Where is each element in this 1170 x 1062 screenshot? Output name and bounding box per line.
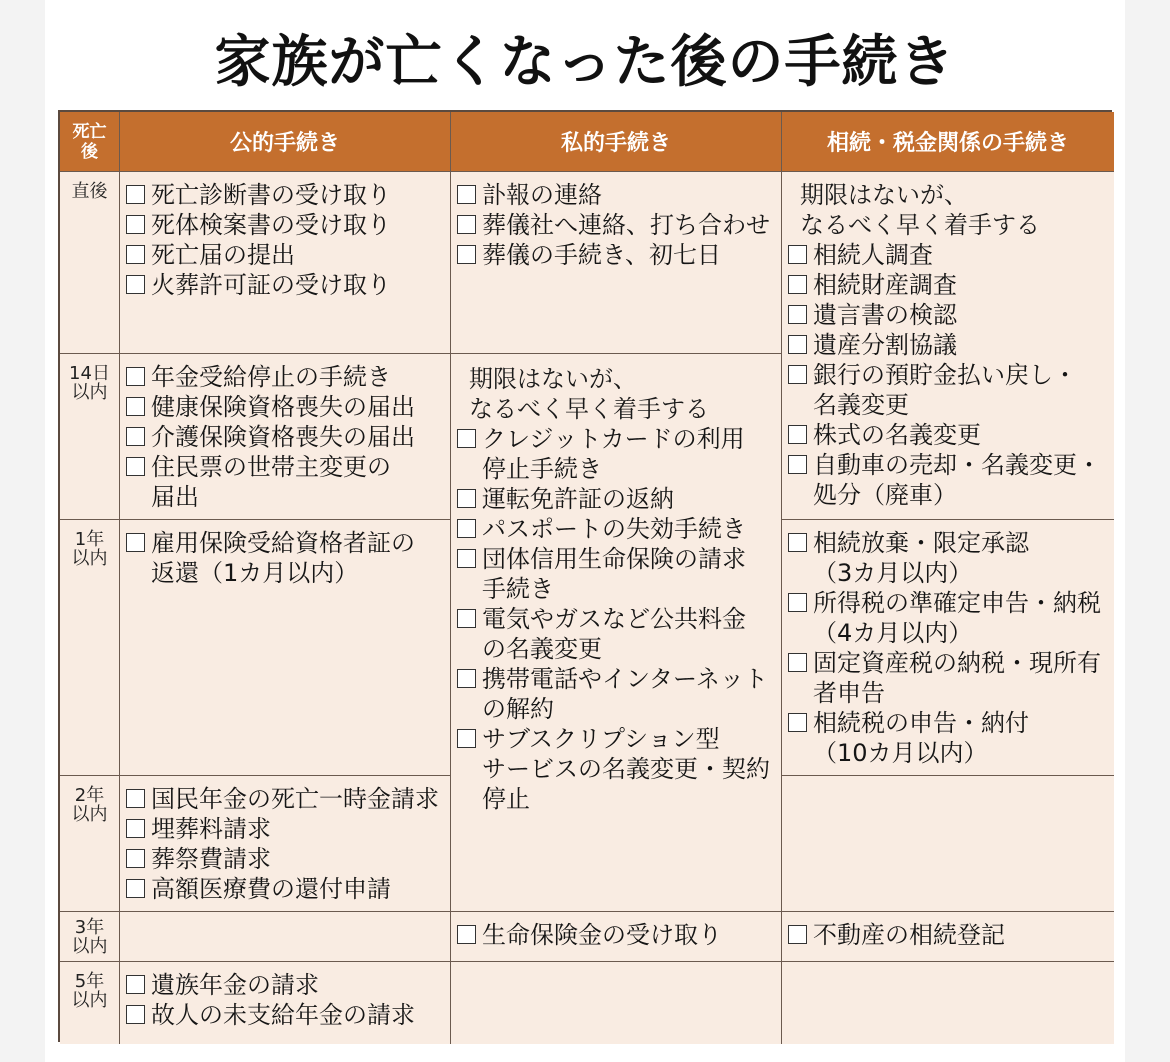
- inheritance-1y: [782, 520, 1114, 776]
- checkbox[interactable]: [788, 533, 807, 552]
- checklist-item: [126, 422, 450, 452]
- header-period-line2: 後: [81, 141, 98, 162]
- header-public: 公的手続き: [120, 112, 451, 172]
- checklist-item-line: 遺産分割協議: [813, 331, 957, 359]
- checklist: [126, 528, 450, 588]
- period-14d: [60, 354, 120, 520]
- checklist: [126, 180, 450, 300]
- inheritance-2y: [782, 776, 1114, 912]
- checklist-item: [126, 452, 450, 512]
- checklist-item-text: [482, 544, 746, 604]
- checkbox[interactable]: [126, 849, 145, 868]
- checklist-item-line: 所得税の準確定申告・納税: [813, 589, 1101, 617]
- checklist-item: [788, 240, 1114, 270]
- checklist-item: [126, 844, 450, 874]
- checklist-item-line: （10カ月以内）: [813, 739, 988, 767]
- checkbox[interactable]: [126, 457, 145, 476]
- checkbox[interactable]: [457, 185, 476, 204]
- checklist-item: [788, 450, 1114, 510]
- checklist-item-text: 火葬許可証の受け取り: [151, 271, 391, 299]
- inheritance-3y: [782, 912, 1114, 962]
- period-label: 以内: [71, 804, 108, 825]
- checklist-item: [457, 664, 781, 724]
- period-label: 以内: [71, 936, 108, 957]
- checklist-item-text: 高額医療費の還付申請: [151, 875, 391, 903]
- checklist-item: [788, 920, 1114, 950]
- checklist-item-line: 年金受給停止の手続き: [151, 363, 391, 391]
- checklist-item-text: [813, 648, 1101, 708]
- checklist-item-text: 死亡届の提出: [151, 241, 295, 269]
- deadline-note: 期限はないが、: [800, 181, 968, 209]
- checklist-item-text: [813, 588, 1101, 648]
- deadline-note: なるべく早く着手する: [469, 395, 709, 423]
- checklist-item-line: 雇用保険受給資格者証の: [151, 529, 415, 557]
- checkbox[interactable]: [788, 593, 807, 612]
- private-no-deadline: [451, 354, 782, 912]
- checkbox[interactable]: [457, 489, 476, 508]
- checklist-item: [457, 724, 781, 814]
- checklist: [457, 920, 781, 950]
- checkbox[interactable]: [457, 519, 476, 538]
- checklist-item-text: [813, 330, 957, 360]
- checklist-item: [457, 210, 781, 240]
- checklist-item-text: [482, 424, 745, 484]
- period-label: 2年: [74, 785, 105, 806]
- checklist-item-line: 遺言書の検認: [813, 301, 957, 329]
- period-5y: [60, 962, 120, 1044]
- header-inheritance: 相続・税金関係の手続き: [782, 112, 1114, 172]
- checkbox[interactable]: [788, 713, 807, 732]
- procedure-table: [58, 110, 1112, 1042]
- checkbox[interactable]: [126, 215, 145, 234]
- header-private: 私的手続き: [451, 112, 782, 172]
- checkbox[interactable]: [457, 549, 476, 568]
- checklist-item-text: [813, 420, 981, 450]
- checklist-item-line: サブスクリプション型: [482, 725, 720, 753]
- checklist: [788, 920, 1114, 950]
- checklist-item-line: 相続放棄・限定承認: [813, 529, 1029, 557]
- checklist-item: [457, 544, 781, 604]
- checklist-item: [126, 392, 450, 422]
- checklist-item-line: 名義変更: [813, 391, 909, 419]
- checklist-item: [126, 240, 450, 270]
- public-1y: [120, 520, 451, 776]
- checklist-item: [457, 180, 781, 210]
- checkbox[interactable]: [457, 669, 476, 688]
- checklist-item: [126, 970, 450, 1000]
- checklist-item-line: 相続財産調査: [813, 271, 957, 299]
- private-3y: [451, 912, 782, 962]
- checklist-item-text: [813, 450, 1101, 510]
- checklist-item-line: 相続税の申告・納付: [813, 709, 1029, 737]
- checkbox[interactable]: [126, 367, 145, 386]
- checklist-item: [457, 514, 781, 544]
- checklist-item-line: の解約: [482, 695, 554, 723]
- public-2y: [120, 776, 451, 912]
- checklist-item-text: [813, 270, 957, 300]
- checkbox[interactable]: [788, 365, 807, 384]
- inheritance-5y: [782, 962, 1114, 1044]
- checklist-item-text: 死体検案書の受け取り: [151, 211, 391, 239]
- checklist-item-text: 不動産の相続登記: [813, 921, 1005, 949]
- checklist-item-text: 死亡診断書の受け取り: [151, 181, 391, 209]
- checklist-item: [457, 484, 781, 514]
- checklist-item-line: 返還（1カ月以内）: [151, 559, 359, 587]
- checklist-item-line: （3カ月以内）: [813, 559, 973, 587]
- checklist-item-line: 停止手続き: [482, 455, 602, 483]
- checkbox[interactable]: [788, 245, 807, 264]
- checklist-item-line: サービスの名義変更・契約: [482, 755, 770, 783]
- period-3y: [60, 912, 120, 962]
- checkbox[interactable]: [788, 455, 807, 474]
- public-5y: [120, 962, 451, 1044]
- checklist-item-text: [482, 664, 768, 724]
- checkbox[interactable]: [457, 925, 476, 944]
- period-1y: [60, 520, 120, 776]
- checklist-item-text: 葬祭費請求: [151, 845, 271, 873]
- checklist-item: [788, 300, 1114, 330]
- checkbox[interactable]: [126, 533, 145, 552]
- checklist-item: [457, 240, 781, 270]
- checklist-item-text: 訃報の連絡: [482, 181, 602, 209]
- checklist-item-line: 届出: [151, 483, 199, 511]
- checklist-item-text: 葬儀社へ連絡、打ち合わせ: [482, 211, 770, 239]
- public-3y: [120, 912, 451, 962]
- checklist-item-text: [813, 708, 1029, 768]
- checklist-item-line: 自動車の売却・名義変更・: [813, 451, 1101, 479]
- checklist-item: [457, 920, 781, 950]
- checklist-item-text: [151, 452, 391, 512]
- header-period-line1: 死亡: [72, 121, 107, 142]
- checklist-item-text: [151, 422, 415, 452]
- deadline-note: なるべく早く着手する: [800, 211, 1040, 239]
- checklist-item: [126, 210, 450, 240]
- checkbox[interactable]: [126, 427, 145, 446]
- checklist-item: [126, 362, 450, 392]
- checkbox[interactable]: [126, 185, 145, 204]
- checklist: [126, 970, 450, 1030]
- checklist-item: [788, 648, 1114, 708]
- checkbox[interactable]: [788, 653, 807, 672]
- checklist-item-text: 国民年金の死亡一時金請求: [151, 785, 439, 813]
- checklist-item: [126, 874, 450, 904]
- checklist-item-text: [151, 392, 415, 422]
- checklist-item-text: [482, 604, 746, 664]
- checklist-item-line: 電気やガスなど公共料金: [482, 605, 746, 633]
- checkbox[interactable]: [126, 1005, 145, 1024]
- checklist-item-text: 埋葬料請求: [151, 815, 271, 843]
- header-period: [60, 112, 120, 172]
- checklist-item-text: 故人の未支給年金の請求: [151, 1001, 415, 1029]
- checklist-item-line: （4カ月以内）: [813, 619, 973, 647]
- checklist-item-line: 銀行の預貯金払い戻し・: [813, 361, 1077, 389]
- checklist-item-line: 運転免許証の返納: [482, 485, 674, 513]
- period-label: 以内: [71, 548, 108, 569]
- checkbox[interactable]: [126, 275, 145, 294]
- period-label: 直後: [71, 181, 108, 202]
- checklist-item: [788, 360, 1114, 420]
- period-label: 14日: [69, 363, 110, 384]
- checklist-item: [788, 708, 1114, 768]
- checklist: [788, 240, 1114, 510]
- checklist-item: [126, 814, 450, 844]
- private-5y: [451, 962, 782, 1044]
- checkbox[interactable]: [457, 429, 476, 448]
- checklist: [457, 424, 781, 814]
- private-immediate: [451, 172, 782, 354]
- checklist-item: [126, 784, 450, 814]
- checklist: [126, 362, 450, 512]
- checkbox[interactable]: [788, 425, 807, 444]
- checklist-item-line: 介護保険資格喪失の届出: [151, 423, 415, 451]
- period-label: 以内: [71, 990, 108, 1011]
- checklist-item: [457, 424, 781, 484]
- checklist-item-text: [813, 300, 957, 330]
- checkbox[interactable]: [126, 819, 145, 838]
- period-label: 3年: [74, 917, 105, 938]
- checklist-item-line: 健康保険資格喪失の届出: [151, 393, 415, 421]
- checkbox[interactable]: [126, 397, 145, 416]
- period-label: 以内: [71, 382, 108, 403]
- checklist-item: [788, 330, 1114, 360]
- checklist-item-line: 手続き: [482, 575, 554, 603]
- page: [45, 0, 1125, 1062]
- checkbox[interactable]: [126, 879, 145, 898]
- checklist-item-line: 株式の名義変更: [813, 421, 981, 449]
- deadline-note: 期限はないが、: [469, 365, 637, 393]
- checklist: [457, 180, 781, 270]
- inheritance-no-deadline: [782, 172, 1114, 520]
- checklist-item-text: [482, 724, 770, 814]
- checklist-item: [126, 528, 450, 588]
- checklist-item-text: [813, 240, 933, 270]
- period-label: 1年: [74, 529, 105, 550]
- checkbox[interactable]: [457, 215, 476, 234]
- checkbox[interactable]: [126, 245, 145, 264]
- checklist-item-text: [151, 528, 415, 588]
- checklist-item-text: 葬儀の手続き、初七日: [482, 241, 722, 269]
- checkbox[interactable]: [126, 789, 145, 808]
- checklist-item-line: 処分（廃車）: [813, 481, 957, 509]
- checklist-item: [788, 528, 1114, 588]
- checkbox[interactable]: [457, 609, 476, 628]
- checklist-item-line: 固定資産税の納税・現所有: [813, 649, 1101, 677]
- checklist-item-text: [813, 360, 1077, 420]
- checklist-item-text: [813, 528, 1029, 588]
- checklist-item-text: 遺族年金の請求: [151, 971, 319, 999]
- checklist-item: [126, 270, 450, 300]
- checkbox[interactable]: [457, 729, 476, 748]
- checklist-item: [788, 270, 1114, 300]
- checklist: [126, 784, 450, 904]
- checkbox[interactable]: [457, 245, 476, 264]
- checklist-item-line: クレジットカードの利用: [482, 425, 745, 453]
- checklist-item: [788, 420, 1114, 450]
- public-immediate: [120, 172, 451, 354]
- checklist-item-text: [482, 514, 746, 544]
- checkbox[interactable]: [788, 925, 807, 944]
- checklist-item-line: 団体信用生命保険の請求: [482, 545, 746, 573]
- checklist-item-line: 相続人調査: [813, 241, 933, 269]
- checklist-item-line: 携帯電話やインターネット: [482, 665, 768, 693]
- checklist-item-line: パスポートの失効手続き: [482, 515, 746, 543]
- checklist-item-text: [151, 362, 391, 392]
- checklist-item: [788, 588, 1114, 648]
- checklist-item-line: の名義変更: [482, 635, 602, 663]
- checkbox[interactable]: [788, 335, 807, 354]
- public-14d: [120, 354, 451, 520]
- checklist-item-line: 停止: [482, 785, 530, 813]
- checklist-item-line: 住民票の世帯主変更の: [151, 453, 391, 481]
- period-immediate: [60, 172, 120, 354]
- checkbox[interactable]: [126, 975, 145, 994]
- checklist-item-line: 者申告: [813, 679, 885, 707]
- period-label: 5年: [74, 971, 105, 992]
- period-2y: [60, 776, 120, 912]
- checklist-item-text: 生命保険金の受け取り: [482, 921, 722, 949]
- checklist-item: [457, 604, 781, 664]
- checklist: [788, 528, 1114, 768]
- checkbox[interactable]: [788, 275, 807, 294]
- checklist-item: [126, 180, 450, 210]
- checklist-item-text: [482, 484, 674, 514]
- page-title: 家族が亡くなった後の手続き: [214, 30, 956, 95]
- checkbox[interactable]: [788, 305, 807, 324]
- checklist-item: [126, 1000, 450, 1030]
